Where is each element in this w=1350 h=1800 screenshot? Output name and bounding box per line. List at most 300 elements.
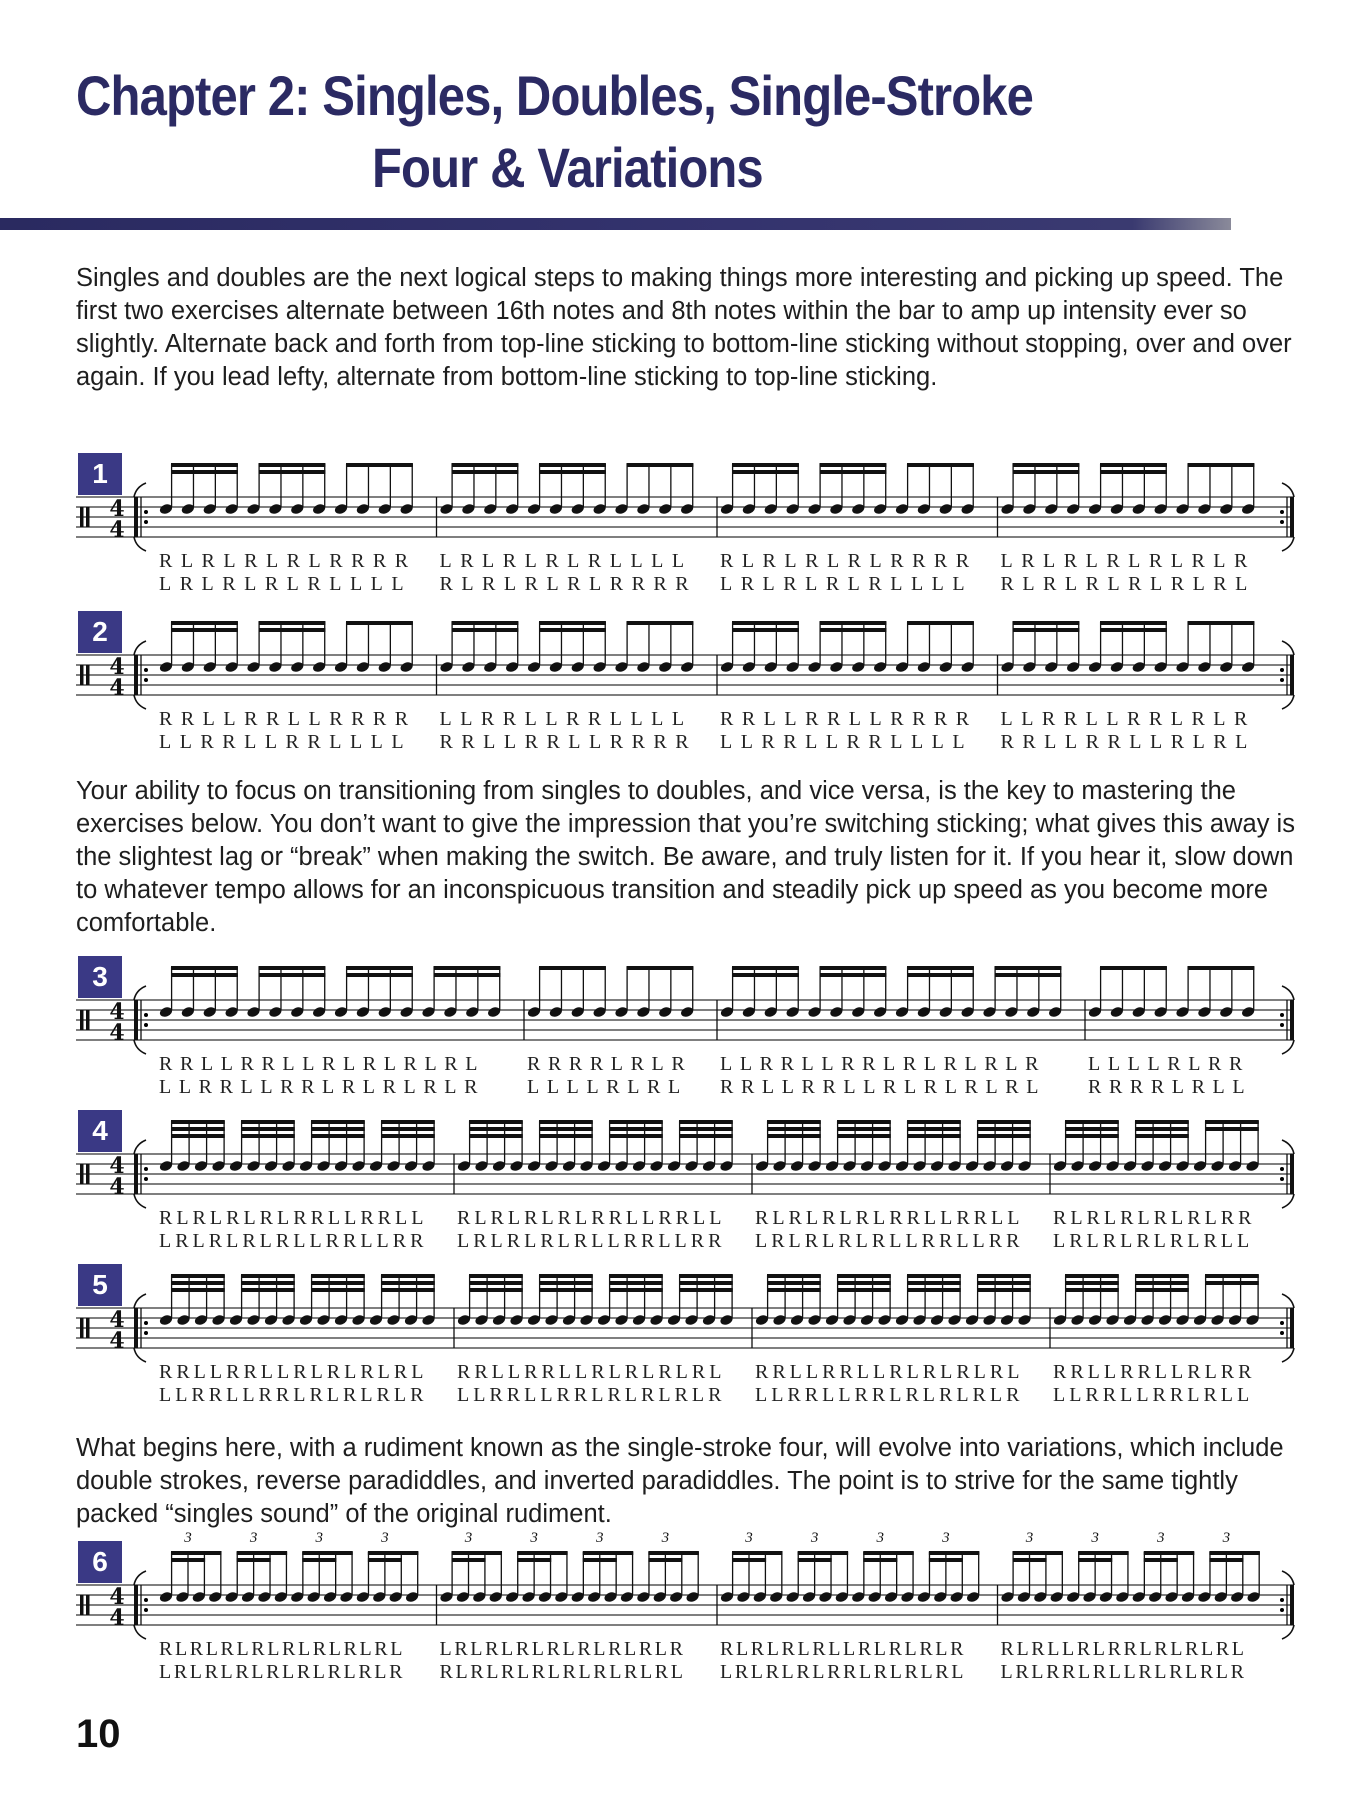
beam	[907, 1120, 961, 1124]
beam	[241, 1288, 295, 1292]
exercise-number-badge: 4	[78, 1110, 122, 1152]
bottom-line-sticking: LRLRLRLRLRLL	[1053, 1230, 1254, 1252]
tuplet-number: 3	[1091, 1530, 1099, 1546]
beam	[907, 463, 974, 467]
repeat-dot	[144, 1608, 148, 1612]
bottom-line-sticking: LLRRLLRRLRLRLRLR	[755, 1384, 1024, 1406]
bottom-line-sticking: RRRRLRLL	[1088, 1076, 1253, 1098]
exercise-3	[0, 956, 1350, 1126]
bottom-line-sticking: RRLLRRLLRLRLRLRL	[720, 1076, 1047, 1098]
measure	[159, 1530, 420, 1603]
repeat-dot	[1280, 1167, 1284, 1171]
beam	[381, 1127, 435, 1131]
beam	[1065, 1134, 1119, 1138]
beam	[452, 463, 519, 467]
beam	[452, 1551, 503, 1555]
top-line-sticking: RRLLRRLLRLRLRLRL	[159, 1053, 486, 1075]
tuplet-number: 3	[745, 1530, 753, 1546]
beam	[259, 470, 326, 474]
top-line-sticking: LLLLRLRR	[1088, 1053, 1250, 1075]
beam	[977, 1274, 1031, 1278]
beam	[767, 1134, 821, 1138]
top-line-sticking: RRLLRRLLRLRR	[1053, 1361, 1256, 1383]
beam	[798, 1558, 832, 1562]
repeat-dot	[144, 510, 148, 514]
repeat-dot	[144, 668, 148, 672]
percussion-clef-icon	[80, 1595, 84, 1615]
beam	[1144, 1558, 1178, 1562]
repeat-dot	[144, 1013, 148, 1017]
repeat-bracket-bottom	[134, 695, 146, 709]
beam	[259, 973, 326, 977]
beam	[539, 628, 606, 632]
repeat-dot	[1280, 1013, 1284, 1017]
beam	[679, 1134, 733, 1138]
beam	[381, 1134, 435, 1138]
bottom-line-sticking: LLRRLLRRLLLL	[720, 731, 974, 753]
time-signature-bottom: 4	[109, 675, 125, 701]
tuplet-number: 3	[315, 1530, 324, 1546]
beam	[381, 1288, 435, 1292]
drum-staff	[0, 1109, 1350, 1219]
beam	[237, 1551, 288, 1555]
beam	[311, 1288, 365, 1292]
beam	[171, 1120, 225, 1124]
beam	[539, 1274, 593, 1278]
beam	[1013, 1551, 1064, 1555]
beam	[767, 1127, 821, 1131]
repeat-dot	[144, 520, 148, 524]
beam	[434, 973, 501, 977]
beam	[539, 1134, 593, 1138]
time-signature-bottom: 4	[109, 1020, 125, 1046]
beam	[609, 1134, 663, 1138]
top-line-sticking: RRLLRRLLRRRR	[159, 708, 417, 730]
top-line-sticking: RLRLRLRLRRLLRRLL	[159, 1207, 428, 1229]
top-line-sticking: RLRLRLRLRLRLRLRL	[159, 1638, 406, 1660]
percussion-clef-icon	[86, 1010, 90, 1030]
drum-staff	[0, 452, 1350, 562]
time-signature-bottom: 4	[109, 1328, 125, 1354]
beam	[679, 1127, 733, 1131]
repeat-bracket-top	[134, 483, 146, 497]
beam	[259, 966, 326, 970]
beam	[517, 1551, 568, 1555]
beam	[732, 1558, 766, 1562]
repeat-dot	[1280, 1598, 1284, 1602]
beam	[1013, 463, 1080, 467]
beam	[820, 470, 887, 474]
percussion-clef-icon	[86, 1318, 90, 1338]
repeat-bracket-bottom	[1282, 1194, 1294, 1208]
repeat-bracket-top	[134, 641, 146, 655]
beam	[627, 463, 694, 467]
beam	[259, 628, 326, 632]
bottom-line-sticking: LRLRLRLRLRLRLRLR	[159, 1661, 406, 1683]
tuplet-number: 3	[1222, 1530, 1231, 1546]
drum-staff	[0, 610, 1350, 720]
beam	[648, 1558, 682, 1562]
beam	[1135, 1274, 1189, 1278]
time-signature-top: 4	[109, 1584, 125, 1610]
beam	[1209, 1551, 1260, 1555]
repeat-dot	[144, 678, 148, 682]
tuplet-number: 3	[876, 1530, 885, 1546]
beam	[346, 973, 413, 977]
repeat-bracket-bottom	[134, 1625, 146, 1639]
tuplet-number: 3	[1025, 1530, 1034, 1546]
bottom-line-sticking: RRLLRRLLRRRR	[439, 731, 698, 753]
top-line-sticking: RRRRLRLR	[527, 1053, 693, 1075]
beam	[311, 1274, 365, 1278]
repeat-bracket-top	[1282, 1571, 1294, 1585]
beam	[1065, 1120, 1119, 1124]
top-line-sticking: RLRLLRLRRLRLRLRL	[1000, 1638, 1247, 1660]
beam	[171, 973, 238, 977]
bottom-line-sticking: LRLRLRLRLLRRLLRR	[457, 1230, 726, 1252]
bottom-line-sticking: RLRLRLRLRLRLRLRL	[439, 1661, 686, 1683]
beam	[311, 1120, 365, 1124]
repeat-end-barline	[1290, 1308, 1294, 1348]
single-stroke-four-paragraph: What begins here, with a rudiment known as the single-stroke four, will evolve into variations, which include double strokes, reverse paradiddles, and inverted paradiddles. The point is to strive for the same tightly packed “singles sound” of the original rudiment.	[76, 1434, 1284, 1528]
repeat-bracket-top	[134, 986, 146, 1000]
repeat-bracket-top	[134, 1571, 146, 1585]
beam	[1135, 1281, 1189, 1285]
beam	[452, 470, 519, 474]
beam	[171, 1134, 225, 1138]
beam	[907, 1288, 961, 1292]
bottom-line-sticking: LLRRLLRRLRLRLRLR	[159, 1384, 428, 1406]
top-line-sticking: LLRRLLRRLRLRLRLR	[720, 1053, 1047, 1075]
beam	[517, 1558, 551, 1562]
repeat-bracket-bottom	[1282, 1348, 1294, 1362]
beam	[171, 470, 238, 474]
top-line-sticking: RLRLRLRLRLRR	[1053, 1207, 1256, 1229]
beam	[1144, 1551, 1195, 1555]
beam	[1188, 621, 1255, 625]
repeat-bracket-bottom	[1282, 1625, 1294, 1639]
repeat-end-barline	[1290, 1000, 1294, 1040]
repeat-dot	[1280, 1608, 1284, 1612]
beam	[767, 1120, 821, 1124]
repeat-end-barline	[1290, 655, 1294, 695]
beam	[609, 1281, 663, 1285]
time-signature-top: 4	[109, 999, 125, 1025]
beam	[627, 621, 694, 625]
beam	[1013, 470, 1080, 474]
beam	[1078, 1558, 1112, 1562]
beam	[1205, 1281, 1259, 1285]
beam	[977, 1134, 1031, 1138]
time-signature-bottom: 4	[109, 1174, 125, 1200]
top-line-sticking: LLRRLLRRLLLL	[439, 708, 693, 730]
beam	[1205, 1127, 1259, 1131]
exercise-2	[0, 611, 1350, 781]
beam	[1135, 1127, 1189, 1131]
beam	[1100, 621, 1167, 625]
beam	[837, 1120, 891, 1124]
percussion-clef-icon	[86, 1595, 90, 1615]
bottom-line-sticking: LLRRLLRRLRLRLRLR	[457, 1384, 726, 1406]
beam	[907, 966, 974, 970]
bottom-line-sticking: LLRRLLRRLLLL	[159, 731, 413, 753]
repeat-bracket-bottom	[134, 1348, 146, 1362]
beam	[627, 966, 694, 970]
beam	[820, 966, 887, 970]
repeat-dot	[1280, 520, 1284, 524]
beam	[1205, 1120, 1259, 1124]
beam	[368, 1551, 419, 1555]
beam	[929, 1558, 963, 1562]
beam	[241, 1127, 295, 1131]
beam	[171, 1281, 225, 1285]
repeat-bracket-top	[134, 1140, 146, 1154]
repeat-bracket-bottom	[1282, 695, 1294, 709]
repeat-start-barline	[134, 655, 138, 695]
beam	[609, 1288, 663, 1292]
page-number: 10	[76, 1712, 121, 1756]
bottom-line-sticking: LRLRLRLRRLRLRLRL	[720, 1661, 967, 1683]
tuplet-number: 3	[942, 1530, 950, 1546]
intro-paragraph: Singles and doubles are the next logical steps to making things more interesting and picking up speed. The first two exercises alternate between 16th notes and 8th notes within the bar to amp up intensity ever so slightly. Alternate back and forth from top-line sticking to bottom-line sticking without stopping, over and over again. If you lead lefty, alternate from bottom-line sticking to top-line sticking.	[76, 264, 1292, 391]
beam	[583, 1551, 634, 1555]
beam	[469, 1120, 523, 1124]
beam	[1013, 1558, 1047, 1562]
beam	[907, 1281, 961, 1285]
beam	[820, 628, 887, 632]
beam	[381, 1274, 435, 1278]
beam	[171, 463, 238, 467]
beam	[259, 463, 326, 467]
time-signature-top: 4	[109, 496, 125, 522]
measure	[720, 1530, 981, 1603]
beam	[302, 1551, 353, 1555]
beam	[863, 1558, 897, 1562]
beam	[679, 1274, 733, 1278]
beam	[977, 1127, 1031, 1131]
beam	[1065, 1288, 1119, 1292]
beam	[609, 1127, 663, 1131]
beam	[311, 1281, 365, 1285]
percussion-clef-icon	[86, 1164, 90, 1184]
beam	[1188, 966, 1255, 970]
repeat-bracket-top	[1282, 1140, 1294, 1154]
bottom-line-sticking: LLRRLLRRLRLRLRLR	[159, 1076, 486, 1098]
beam	[732, 1551, 783, 1555]
beam	[767, 1288, 821, 1292]
bottom-line-sticking: RRLLRRLLRLRL	[1000, 731, 1256, 753]
beam	[1065, 1274, 1119, 1278]
beam	[679, 1288, 733, 1292]
beam	[171, 1288, 225, 1292]
beam	[346, 621, 413, 625]
beam	[732, 463, 799, 467]
beam	[539, 1288, 593, 1292]
drum-staff	[0, 1263, 1350, 1373]
beam	[434, 966, 501, 970]
bottom-line-sticking: LRLRLRLRLLLL	[159, 573, 413, 595]
repeat-bracket-bottom	[134, 537, 146, 551]
repeat-bracket-bottom	[134, 1194, 146, 1208]
beam	[311, 1127, 365, 1131]
beam	[469, 1274, 523, 1278]
exercise-6	[0, 1530, 1350, 1711]
beam	[977, 1120, 1031, 1124]
tuplet-number: 3	[249, 1530, 258, 1546]
beam	[837, 1281, 891, 1285]
time-signature-bottom: 4	[109, 1605, 125, 1631]
tuplet-number: 3	[184, 1530, 192, 1546]
repeat-dot	[1280, 1177, 1284, 1181]
beam	[907, 1274, 961, 1278]
beam	[907, 973, 974, 977]
beam	[648, 1551, 699, 1555]
tuplet-number: 3	[530, 1530, 538, 1546]
exercise-number-badge: 6	[78, 1541, 122, 1583]
beam	[452, 628, 519, 632]
repeat-start-barline	[134, 1154, 138, 1194]
beam	[539, 1127, 593, 1131]
beam	[995, 966, 1062, 970]
repeat-bracket-bottom	[134, 1040, 146, 1054]
repeat-dot	[1280, 668, 1284, 672]
beam	[732, 628, 799, 632]
measure	[439, 1530, 700, 1603]
beam	[732, 966, 799, 970]
repeat-dot	[1280, 1331, 1284, 1335]
exercise-number-badge: 1	[78, 453, 122, 495]
beam	[1065, 1127, 1119, 1131]
beam	[1078, 1551, 1129, 1555]
repeat-start-barline	[134, 497, 138, 537]
beam	[539, 1281, 593, 1285]
top-line-sticking: RRLLRRLLRRRR	[720, 708, 978, 730]
time-signature-top: 4	[109, 1153, 125, 1179]
top-line-sticking: RRLLRRLLRLRLRLRL	[755, 1361, 1024, 1383]
repeat-bracket-top	[134, 1294, 146, 1308]
top-line-sticking: RLRLRLRLRRRR	[159, 550, 417, 572]
chapter-title-line-1: Chapter 2: Singles, Doubles, Single-Stroke	[76, 64, 1034, 127]
percussion-clef-icon	[86, 665, 90, 685]
repeat-bracket-top	[1282, 1294, 1294, 1308]
drum-staff	[0, 955, 1350, 1065]
repeat-bracket-bottom	[1282, 1040, 1294, 1054]
transition-paragraph: Your ability to focus on transitioning from singles to doubles, and vice versa, is the key to mastering the exercises below. You don’t want to give the impression that you’re switching sticking; what gives this away is the slightest lag or “break” when making the switch. Be aware, and truly listen for it. If you hear it, slow down to whatever tempo allows for an inconspicuous transition and steadily pick up speed as you become more comfortable.	[76, 777, 1295, 937]
beam	[171, 621, 238, 625]
beam	[1065, 1281, 1119, 1285]
exercise-number-badge: 5	[78, 1264, 122, 1306]
bottom-line-sticking: LLRRLLRRLRLL	[1053, 1384, 1254, 1406]
repeat-dot	[1280, 1023, 1284, 1027]
repeat-dot	[144, 1331, 148, 1335]
bottom-line-sticking: RLRLRLRLRLRL	[1000, 573, 1256, 595]
beam	[679, 1281, 733, 1285]
beam	[539, 1120, 593, 1124]
top-line-sticking: RLRLRLRLRRLLRRLL	[457, 1207, 726, 1229]
beam	[767, 1281, 821, 1285]
repeat-start-barline	[134, 1000, 138, 1040]
beam	[1205, 1274, 1259, 1278]
beam	[820, 621, 887, 625]
beam	[469, 1281, 523, 1285]
beam	[1013, 628, 1080, 632]
beam	[837, 1127, 891, 1131]
beam	[241, 1120, 295, 1124]
bottom-line-sticking: LRLRLRLRLLRRLLRR	[755, 1230, 1024, 1252]
repeat-dot	[144, 1177, 148, 1181]
tuplet-number: 3	[596, 1530, 604, 1546]
exercise-4	[0, 1110, 1350, 1280]
top-line-sticking: LLRRLLRRLRLR	[1000, 708, 1256, 730]
repeat-bracket-top	[1282, 986, 1294, 1000]
beam	[837, 1134, 891, 1138]
repeat-dot	[144, 1598, 148, 1602]
beam	[863, 1551, 914, 1555]
beam	[907, 621, 974, 625]
beam	[302, 1558, 336, 1562]
beam	[311, 1134, 365, 1138]
percussion-clef-icon	[80, 1010, 84, 1030]
top-line-sticking: RLRLRLRLLRLRLRLR	[720, 1638, 967, 1660]
repeat-start-barline	[134, 1308, 138, 1348]
beam	[241, 1281, 295, 1285]
beam	[171, 1551, 222, 1555]
exercise-1	[0, 453, 1350, 623]
repeat-dot	[1280, 1321, 1284, 1325]
bottom-line-sticking: LRLRLRLRLLLL	[720, 573, 974, 595]
beam	[907, 1127, 961, 1131]
beam	[469, 1127, 523, 1131]
beam	[977, 1281, 1031, 1285]
time-signature-top: 4	[109, 654, 125, 680]
beam	[1135, 1288, 1189, 1292]
repeat-end-barline	[1290, 497, 1294, 537]
repeat-dot	[144, 1167, 148, 1171]
repeat-dot	[1280, 510, 1284, 514]
exercise-5	[0, 1264, 1350, 1434]
beam	[241, 1274, 295, 1278]
bottom-line-sticking: LRLRRLRLLRLRLRLR	[1000, 1661, 1247, 1683]
beam	[259, 621, 326, 625]
beam	[1100, 470, 1167, 474]
repeat-bracket-bottom	[1282, 537, 1294, 551]
repeat-dot	[144, 1321, 148, 1325]
beam	[237, 1558, 271, 1562]
repeat-bracket-top	[1282, 641, 1294, 655]
top-line-sticking: LRLRLRLRLRLR	[1000, 550, 1256, 572]
beam	[171, 628, 238, 632]
beam	[767, 1274, 821, 1278]
repeat-dot	[144, 1023, 148, 1027]
beam	[539, 966, 606, 970]
beam	[469, 1134, 523, 1138]
tuplet-number: 3	[381, 1530, 389, 1546]
percussion-clef-icon	[80, 1164, 84, 1184]
beam	[609, 1274, 663, 1278]
top-line-sticking: RLRLRLRLRRLLRRLL	[755, 1207, 1024, 1229]
top-line-sticking: LRLRLRLRLRLRLRLR	[439, 1638, 686, 1660]
beam	[1100, 966, 1167, 970]
beam	[1209, 1558, 1243, 1562]
time-signature-bottom: 4	[109, 517, 125, 543]
repeat-dot	[1280, 678, 1284, 682]
beam	[1013, 621, 1080, 625]
beam	[171, 1274, 225, 1278]
measure	[1000, 1530, 1261, 1603]
beam	[346, 463, 413, 467]
tuplet-number: 3	[810, 1530, 819, 1546]
repeat-end-barline	[1290, 1585, 1294, 1625]
